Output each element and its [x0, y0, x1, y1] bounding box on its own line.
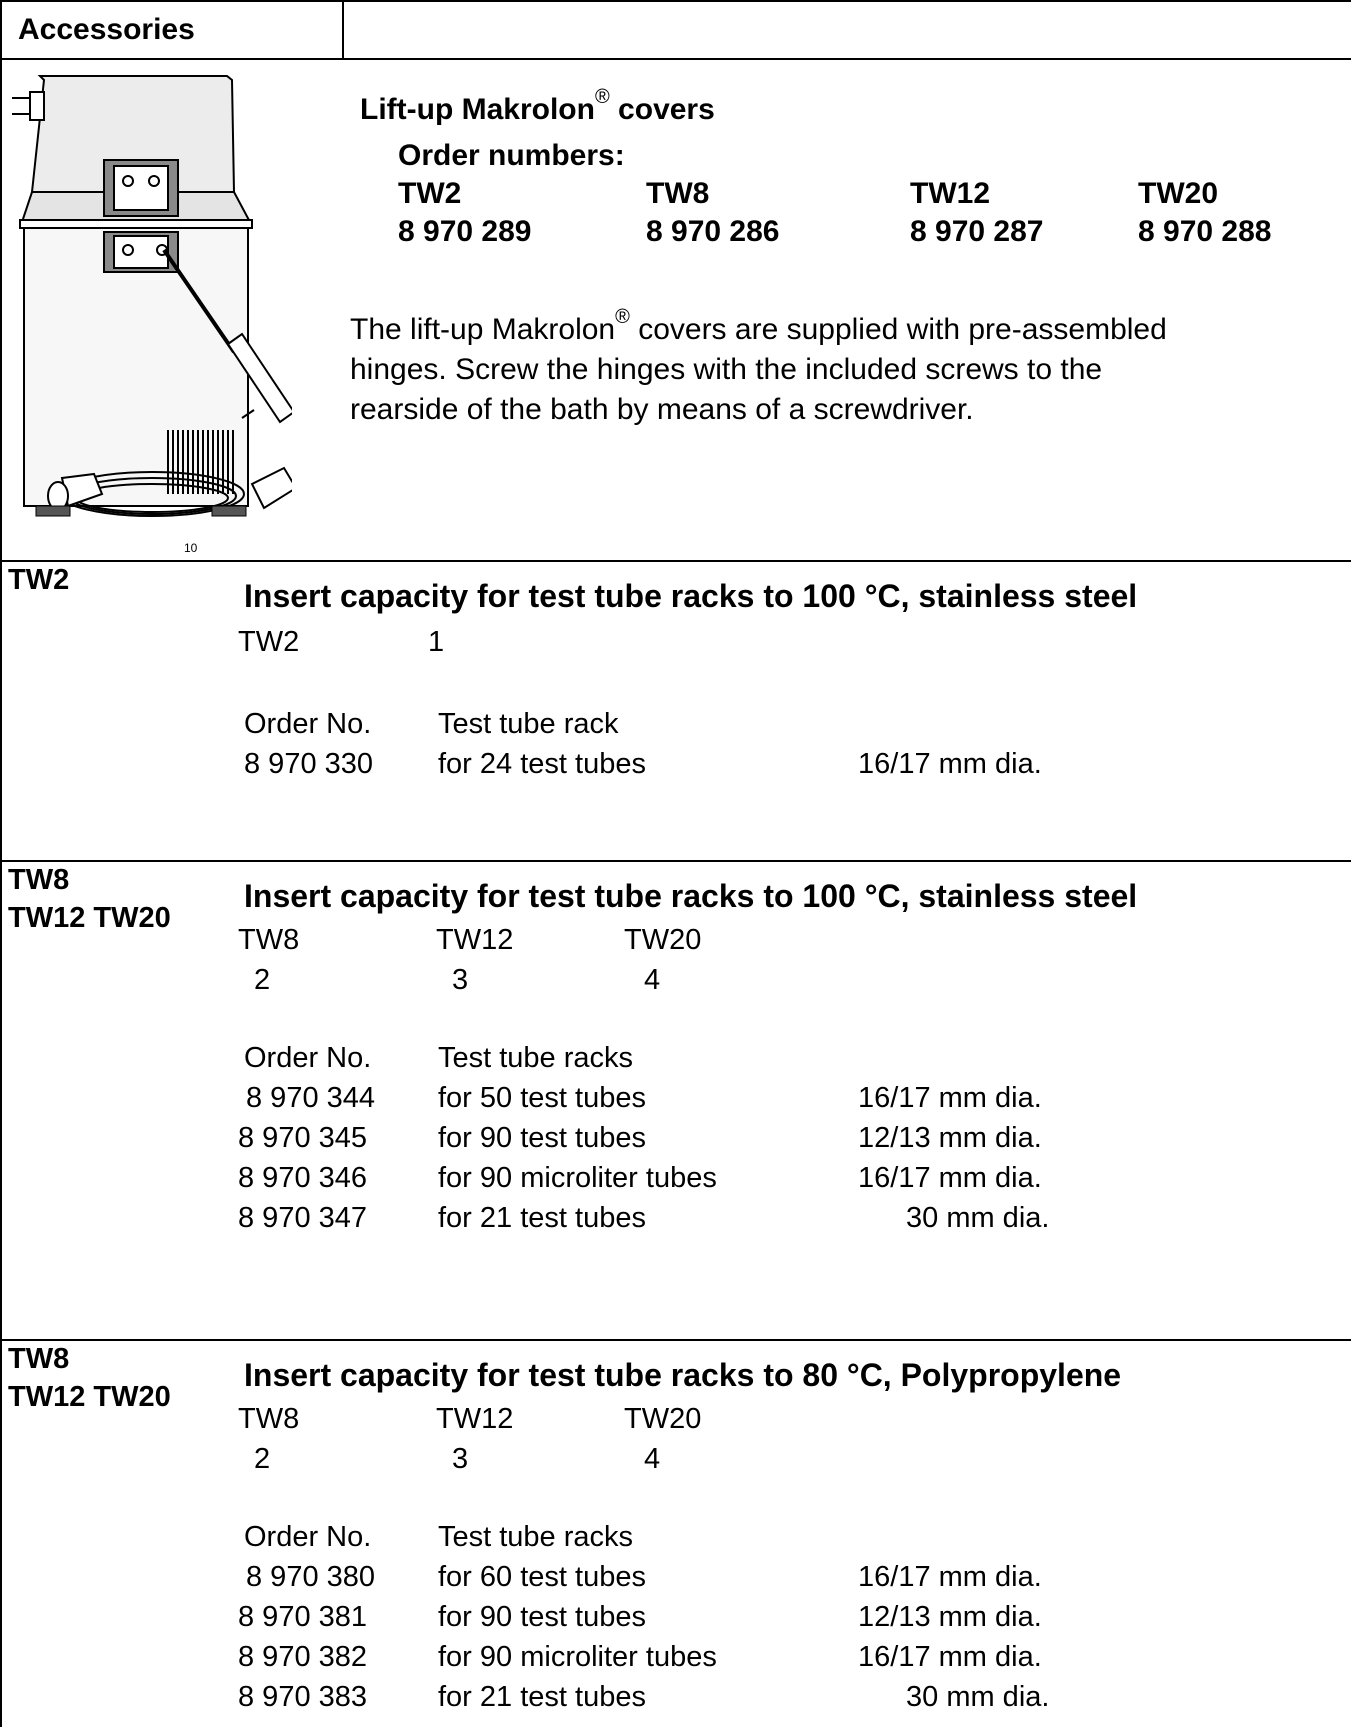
cover-model: TW2	[398, 177, 462, 210]
rack-description: for 90 microliter tubes	[438, 1162, 717, 1194]
registered-mark: ®	[615, 306, 630, 328]
insert-section	[0, 562, 1351, 859]
cover-model: TW8	[646, 177, 710, 210]
rack-diameter: 16/17 mm dia.	[858, 1162, 1042, 1194]
rack-description: for 21 test tubes	[438, 1202, 646, 1234]
rack-order-number: 8 970 344	[246, 1082, 376, 1114]
insert-section	[0, 1341, 1351, 1727]
order-number-header: Order No.	[244, 708, 372, 740]
rack-diameter: 16/17 mm dia.	[858, 748, 1042, 780]
cover-heading	[360, 86, 715, 131]
rack-header: Test tube racks	[438, 1521, 634, 1553]
rack-diameter: 12/13 mm dia.	[858, 1601, 1042, 1633]
rack-order-number: 8 970 380	[246, 1561, 376, 1593]
rack-header: Test tube rack	[438, 708, 619, 740]
capacity-value: 4	[644, 964, 661, 996]
order-number-header: Order No.	[244, 1042, 372, 1074]
section-title: Insert capacity for test tube racks to 80 °C, Polypropylene	[244, 1357, 1122, 1393]
cover-description-line: hinges. Screw the hinges with the included screws to the	[350, 353, 1103, 386]
cover-description-text: The lift-up Makrolon	[350, 313, 616, 346]
section-models-label: TW8	[8, 864, 70, 896]
capacity-model: TW20	[624, 1403, 702, 1435]
rack-diameter: 12/13 mm dia.	[858, 1122, 1042, 1154]
rack-description: for 50 test tubes	[438, 1082, 646, 1114]
section-models-label: TW12 TW20	[8, 902, 171, 934]
image-caption: 10	[184, 541, 198, 555]
order-numbers-label: Order numbers:	[398, 139, 625, 172]
rack-diameter: 16/17 mm dia.	[858, 1561, 1042, 1593]
rack-description: for 90 test tubes	[438, 1601, 646, 1633]
cover-model: TW12	[910, 177, 991, 210]
cover-order-number: 8 970 289	[398, 215, 532, 248]
rack-diameter: 30 mm dia.	[906, 1202, 1050, 1234]
header-divider	[342, 0, 344, 58]
rack-header: Test tube racks	[438, 1042, 634, 1074]
cover-heading-text: Lift-up Makrolon	[360, 93, 595, 126]
rack-order-number: 8 970 346	[238, 1162, 368, 1194]
rack-order-number: 8 970 381	[238, 1601, 368, 1633]
capacity-model: TW8	[238, 1403, 300, 1435]
rack-description: for 90 test tubes	[438, 1122, 646, 1154]
section-models-label: TW2	[8, 564, 70, 596]
rack-diameter: 16/17 mm dia.	[858, 1082, 1042, 1114]
capacity-value: 2	[254, 1443, 271, 1475]
rack-order-number: 8 970 330	[244, 748, 374, 780]
page-title: Accessories	[18, 13, 195, 46]
capacity-value: 3	[452, 1443, 469, 1475]
rack-order-number: 8 970 347	[238, 1202, 368, 1234]
cover-order-number: 8 970 288	[1138, 215, 1272, 248]
cover-order-number: 8 970 287	[910, 215, 1044, 248]
rack-order-number: 8 970 382	[238, 1641, 368, 1673]
rack-description: for 60 test tubes	[438, 1561, 646, 1593]
cover-description-text: covers are supplied with pre-assembled	[629, 313, 1167, 346]
capacity-model: TW12	[436, 1403, 514, 1435]
capacity-value: 3	[452, 964, 469, 996]
rack-description: for 90 microliter tubes	[438, 1641, 717, 1673]
cover-description-line	[350, 306, 1167, 351]
rack-order-number: 8 970 383	[238, 1681, 368, 1713]
section-title: Insert capacity for test tube racks to 100 °C, stainless steel	[244, 878, 1138, 914]
water-bath-illustration	[2, 60, 292, 560]
registered-mark: ®	[594, 86, 610, 108]
cover-description-line: rearside of the bath by means of a screwdriver.	[350, 393, 974, 426]
section-models-label: TW12 TW20	[8, 1381, 171, 1413]
capacity-value: 2	[254, 964, 271, 996]
rack-order-number: 8 970 345	[238, 1122, 368, 1154]
section-title: Insert capacity for test tube racks to 100 °C, stainless steel	[244, 578, 1138, 614]
capacity-model: TW2	[238, 626, 300, 658]
capacity-value: 1	[428, 626, 445, 658]
rack-diameter: 30 mm dia.	[906, 1681, 1050, 1713]
capacity-model: TW20	[624, 924, 702, 956]
rack-diameter: 16/17 mm dia.	[858, 1641, 1042, 1673]
capacity-model: TW8	[238, 924, 300, 956]
cover-heading-suffix: covers	[609, 93, 715, 126]
insert-section	[0, 862, 1351, 1338]
border-top	[0, 0, 1351, 2]
cover-model: TW20	[1138, 177, 1219, 210]
cover-order-number: 8 970 286	[646, 215, 780, 248]
capacity-value: 4	[644, 1443, 661, 1475]
section-models-label: TW8	[8, 1343, 70, 1375]
capacity-model: TW12	[436, 924, 514, 956]
order-number-header: Order No.	[244, 1521, 372, 1553]
rack-description: for 21 test tubes	[438, 1681, 646, 1713]
rack-description: for 24 test tubes	[438, 748, 646, 780]
